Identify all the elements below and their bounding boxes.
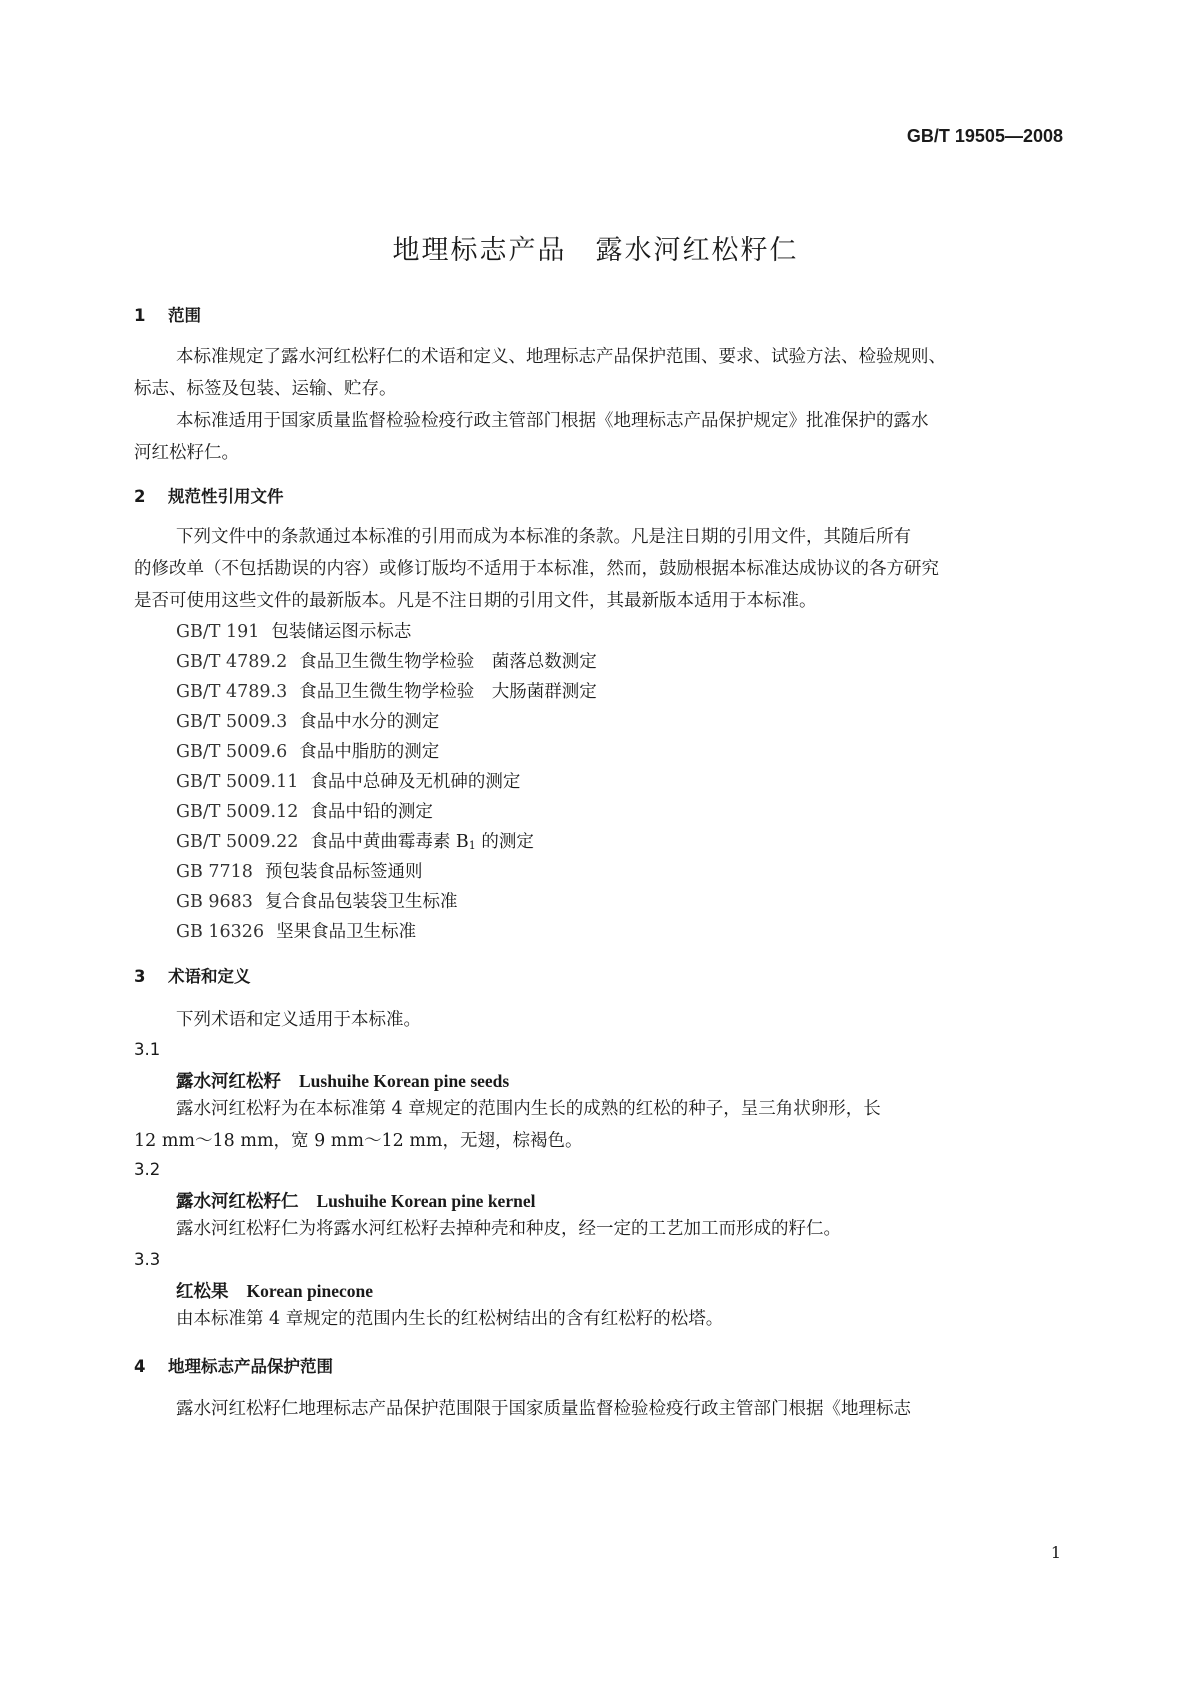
reference-name: 食品卫生微生物学检验 大肠菌群测定 bbox=[299, 682, 597, 702]
reference-code: GB 16326 bbox=[176, 922, 265, 942]
text-line: 由本标准第 4 章规定的范围内生长的红松树结出的含有红松籽的松塔。 bbox=[176, 1309, 724, 1329]
section-2-heading bbox=[134, 483, 284, 507]
reference-name: 预包装食品标签通则 bbox=[264, 862, 423, 882]
term-definition bbox=[134, 1303, 1059, 1335]
reference-name: 食品中黄曲霉毒素 B bbox=[310, 832, 469, 852]
reference-name: 食品中总砷及无机砷的测定 bbox=[310, 772, 521, 792]
reference-item bbox=[176, 798, 433, 823]
reference-name: 食品卫生微生物学检验 菌落总数测定 bbox=[299, 652, 597, 672]
reference-item bbox=[176, 738, 439, 763]
text-line: 河红松籽仁。 bbox=[134, 443, 239, 463]
reference-code: GB 7718 bbox=[176, 862, 253, 882]
text-line: 本标准规定了露水河红松籽仁的术语和定义、地理标志产品保护范围、要求、试验方法、检验规则、 bbox=[176, 347, 946, 367]
section-title: 范围 bbox=[168, 306, 201, 325]
text-line: 标志、标签及包装、运输、贮存。 bbox=[134, 379, 397, 399]
term-en: Korean pinecone bbox=[246, 1281, 374, 1301]
clause-number: 3.1 bbox=[134, 1040, 161, 1059]
section-1-para-2 bbox=[134, 405, 1059, 469]
reference-name: 坚果食品卫生标准 bbox=[276, 922, 417, 942]
term-entry bbox=[176, 1188, 535, 1213]
term-zh: 露水河红松籽 bbox=[176, 1072, 281, 1092]
section-3-intro bbox=[134, 1004, 1059, 1036]
reference-code: GB/T 5009.22 bbox=[176, 832, 299, 852]
term-en: Lushuihe Korean pine seeds bbox=[299, 1071, 510, 1091]
reference-item bbox=[176, 768, 520, 793]
page-number: 1 bbox=[1050, 1543, 1061, 1562]
reference-item bbox=[176, 888, 457, 913]
reference-name: 复合食品包装袋卫生标准 bbox=[264, 892, 458, 912]
text-line: 12 mm～18 mm，宽 9 mm～12 mm，无翅，棕褐色。 bbox=[134, 1131, 583, 1151]
reference-code: GB/T 4789.2 bbox=[176, 652, 288, 672]
reference-name: 包装储运图示标志 bbox=[271, 622, 412, 642]
reference-item bbox=[176, 918, 416, 943]
section-3-heading bbox=[134, 963, 251, 987]
term-en: Lushuihe Korean pine kernel bbox=[316, 1191, 536, 1211]
reference-item bbox=[176, 648, 597, 673]
document-title: 地理标志产品 露水河红松籽仁 bbox=[392, 235, 799, 266]
section-title: 规范性引用文件 bbox=[168, 487, 284, 506]
standard-code: GB/T 19505—2008 bbox=[906, 126, 1063, 146]
section-number: 2 bbox=[134, 487, 146, 506]
section-1-heading bbox=[134, 302, 201, 326]
reference-name: 食品中脂肪的测定 bbox=[299, 742, 440, 762]
reference-name: 食品中水分的测定 bbox=[299, 712, 440, 732]
text-line: 的修改单（不包括勘误的内容）或修订版均不适用于本标准，然而，鼓励根据本标准达成协议的各方研究 bbox=[134, 559, 939, 579]
section-number: 3 bbox=[134, 967, 146, 986]
subscript: 1 bbox=[468, 839, 476, 852]
reference-code: GB/T 5009.6 bbox=[176, 742, 288, 762]
text-line: 下列术语和定义适用于本标准。 bbox=[176, 1010, 421, 1030]
text-line: 露水河红松籽仁为将露水河红松籽去掉种壳和种皮，经一定的工艺加工而形成的籽仁。 bbox=[176, 1219, 841, 1239]
term-entry bbox=[176, 1278, 373, 1303]
text-line: 露水河红松籽仁地理标志产品保护范围限于国家质量监督检验检疫行政主管部门根据《地理标志 bbox=[176, 1399, 911, 1419]
reference-name: 食品中铅的测定 bbox=[310, 802, 433, 822]
clause-number: 3.2 bbox=[134, 1160, 161, 1179]
reference-code: GB/T 5009.12 bbox=[176, 802, 299, 822]
term-zh: 露水河红松籽仁 bbox=[176, 1192, 299, 1212]
text-line: 露水河红松籽为在本标准第 4 章规定的范围内生长的成熟的红松的种子，呈三角状卵形，长 bbox=[176, 1099, 881, 1119]
section-4-para-1 bbox=[134, 1393, 1059, 1425]
reference-item bbox=[176, 708, 439, 733]
reference-item bbox=[176, 858, 422, 883]
text-line: 下列文件中的条款通过本标准的引用而成为本标准的条款。凡是注日期的引用文件，其随后所有 bbox=[176, 527, 911, 547]
section-number: 4 bbox=[134, 1357, 146, 1376]
reference-code: GB/T 5009.3 bbox=[176, 712, 288, 732]
term-entry bbox=[176, 1068, 509, 1093]
section-2-intro bbox=[134, 521, 1059, 617]
reference-code: GB/T 191 bbox=[176, 622, 260, 642]
term-zh: 红松果 bbox=[176, 1282, 229, 1302]
reference-name-suffix: 的测定 bbox=[475, 832, 534, 852]
text-line: 本标准适用于国家质量监督检验检疫行政主管部门根据《地理标志产品保护规定》批准保护的露水 bbox=[176, 411, 929, 431]
section-1-para-1 bbox=[134, 341, 1059, 405]
term-definition bbox=[134, 1093, 1059, 1157]
reference-item bbox=[176, 618, 411, 643]
reference-item bbox=[176, 678, 597, 703]
section-4-heading bbox=[134, 1353, 333, 1377]
reference-code: GB/T 4789.3 bbox=[176, 682, 288, 702]
section-number: 1 bbox=[134, 306, 146, 325]
reference-code: GB/T 5009.11 bbox=[176, 772, 299, 792]
text-line: 是否可使用这些文件的最新版本。凡是不注日期的引用文件，其最新版本适用于本标准。 bbox=[134, 591, 817, 611]
clause-number: 3.3 bbox=[134, 1250, 161, 1269]
section-title: 地理标志产品保护范围 bbox=[168, 1357, 333, 1376]
reference-item bbox=[176, 828, 534, 853]
section-title: 术语和定义 bbox=[168, 967, 251, 986]
reference-code: GB 9683 bbox=[176, 892, 253, 912]
term-definition bbox=[134, 1213, 1059, 1245]
